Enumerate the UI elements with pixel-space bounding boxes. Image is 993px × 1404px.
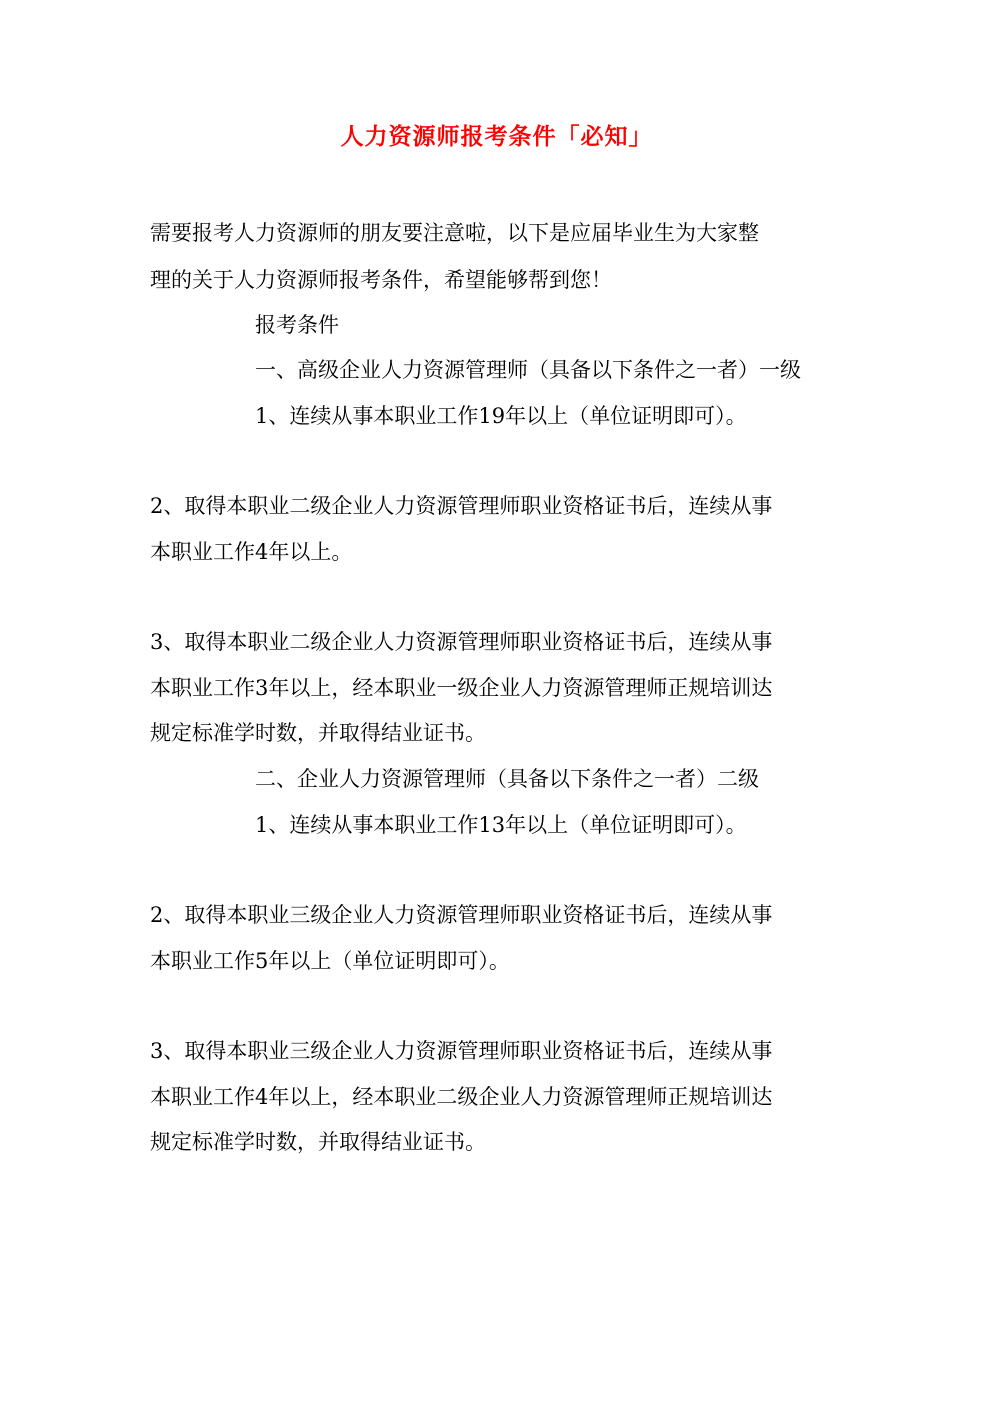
- level-1-item-3-line-3: 规定标准学时数，并取得结业证书。: [150, 721, 486, 745]
- level-1-item-2-line-1: 2、取得本职业二级企业人力资源管理师职业资格证书后，连续从事: [150, 494, 773, 518]
- document-title: 人力资源师报考条件「必知」: [340, 123, 653, 150]
- level-2-item-3-line-2: 本职业工作4年以上，经本职业二级企业人力资源管理师正规培训达: [150, 1085, 773, 1109]
- level-2-item-3-line-3: 规定标准学时数，并取得结业证书。: [150, 1130, 486, 1154]
- level-2-item-1: 1、连续从事本职业工作13年以上（单位证明即可）。: [255, 813, 747, 837]
- level-2-item-3-line-1: 3、取得本职业三级企业人力资源管理师职业资格证书后，连续从事: [150, 1039, 773, 1063]
- level-1-item-3-line-2: 本职业工作3年以上，经本职业一级企业人力资源管理师正规培训达: [150, 676, 773, 700]
- level-2-item-2-line-2: 本职业工作5年以上（单位证明即可）。: [150, 949, 510, 973]
- intro-line-2: 理的关于人力资源师报考条件，希望能够帮到您！: [150, 268, 612, 292]
- level-1-item-2-line-2: 本职业工作4年以上。: [150, 540, 353, 564]
- level-1-heading: 一、高级企业人力资源管理师（具备以下条件之一者）一级: [255, 358, 801, 382]
- level-2-item-2-line-1: 2、取得本职业三级企业人力资源管理师职业资格证书后，连续从事: [150, 903, 773, 927]
- level-1-item-1: 1、连续从事本职业工作19年以上（单位证明即可）。: [255, 404, 747, 428]
- intro-line-1: 需要报考人力资源师的朋友要注意啦，以下是应届毕业生为大家整: [150, 221, 759, 245]
- level-1-item-3-line-1: 3、取得本职业二级企业人力资源管理师职业资格证书后，连续从事: [150, 630, 773, 654]
- section-heading: 报考条件: [255, 313, 339, 337]
- level-2-heading: 二、企业人力资源管理师（具备以下条件之一者）二级: [255, 767, 759, 791]
